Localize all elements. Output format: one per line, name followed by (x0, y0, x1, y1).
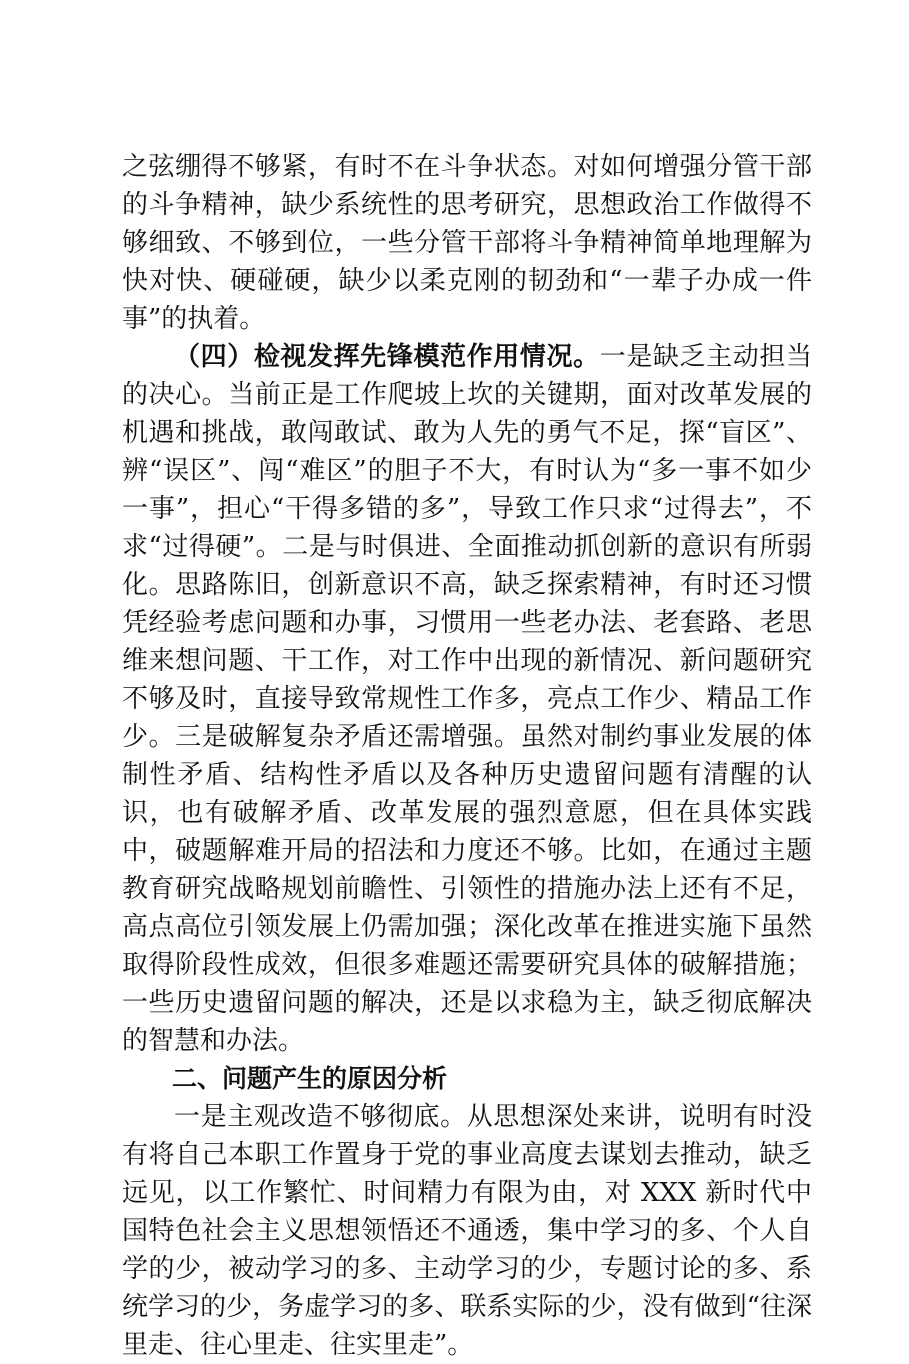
section-four-title: （四）检视发挥先锋模范作用情况。 (174, 342, 600, 372)
paragraph-vanguard-role (122, 338, 812, 1060)
section-four-body: 一是缺乏主动担当的决心。当前正是工作爬坡上坎的关键期，面对改革发展的机遇和挑战，敢闯敢试、敢为人先的勇气不足，探“盲区”、辨“误区”、闯“难区”的胆子不大，有时认为“多一事不如少一事”，担心“干得多错的多”，导致工作只求“过得去”，不求“过得硬”。二是与时俱进、全面推动抓创新的意识有所弱化。思路陈旧，创新意识不高，缺乏探索精神，有时还习惯凭经验考虑问题和办事，习惯用一些老办法、老套路、老思维来想问题、干工作，对工作中出现的新情况、新问题研究不够及时，直接导致常规性工作多，亮点工作少、精品工作少。三是破解复杂矛盾还需增强。虽然对制约事业发展的体制性矛盾、结构性矛盾以及各种历史遗留问题有清醒的认识，也有破解矛盾、改革发展的强烈意愿，但在具体实践中，破题解难开局的招法和力度还不够。比如，在通过主题教育研究战略规划前瞻性、引领性的措施办法上还有不足，高点高位引领发展上仍需加强；深化改革在推进实施下虽然取得阶段性成效，但很多难题还需要研究具体的破解措施；一些历史遗留问题的解决，还是以求稳为主，缺乏彻底解决的智慧和办法。 (122, 342, 812, 1056)
document-body (122, 148, 812, 1364)
paragraph-cause-analysis: 一是主观改造不够彻底。从思想深处来讲，说明有时没有将自己本职工作置身于党的事业高度去谋划去推动，缺乏远见，以工作繁忙、时间精力有限为由，对 XXX 新时代中国特色社会主义思想领悟还不通透，集中学习的多、个人自学的少，被动学习的多、主动学习的少，专题讨论的多、系统学习的少，务虚学习的多、联系实际的少，没有做到“往深里走、往心里走、往实里走”。 (122, 1102, 812, 1360)
paragraph-struggle-spirit: 之弦绷得不够紧，有时不在斗争状态。对如何增强分管干部的斗争精神，缺少系统性的思考研究，思想政治工作做得不够细致、不够到位，一些分管干部将斗争精神简单地理解为快对快、硬碰硬，缺少以柔克刚的韧劲和“一辈子办成一件事”的执着。 (122, 152, 812, 334)
section-two-heading: 二、问题产生的原因分析 (172, 1064, 448, 1093)
